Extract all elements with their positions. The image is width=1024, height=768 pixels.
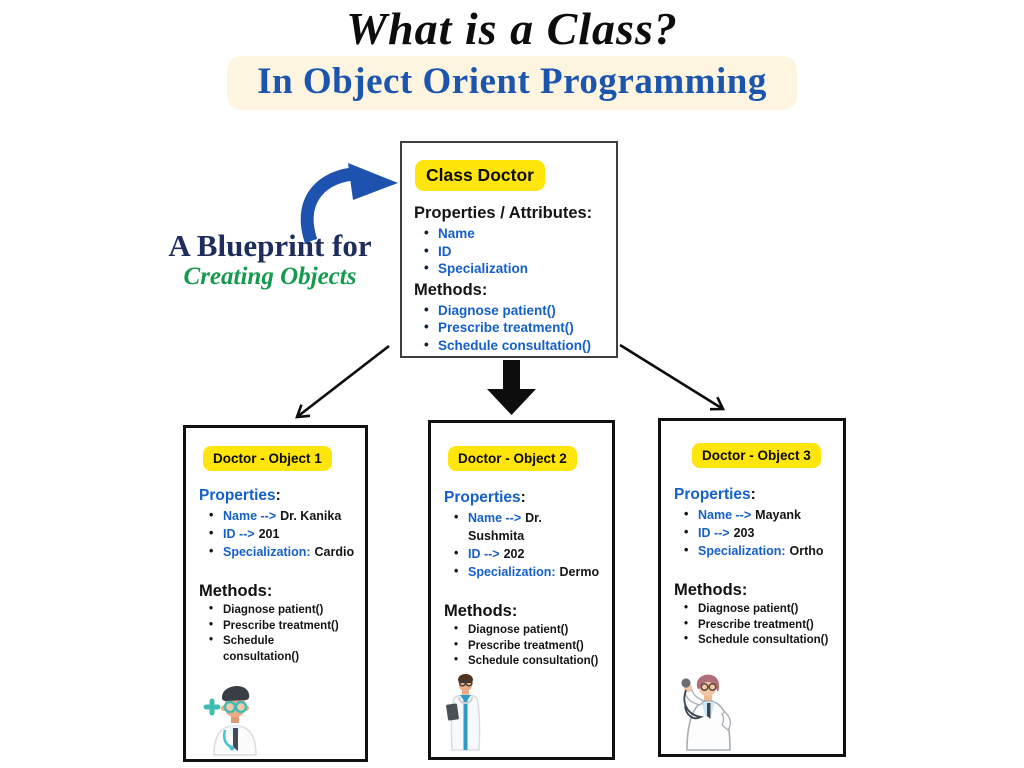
object-2-methods-heading: Methods:	[444, 602, 518, 620]
doctor-1-avatar-icon	[202, 679, 260, 757]
object-3-properties-list	[674, 506, 830, 560]
class-methods-list	[414, 302, 604, 355]
object-box-2	[428, 420, 615, 760]
object-3-badge: Doctor - Object 3	[692, 443, 821, 468]
doctor-3-avatar-icon	[673, 670, 739, 752]
object-2-badge: Doctor - Object 2	[448, 446, 577, 471]
method-item: • Prescribe treatment()	[674, 618, 830, 634]
method-item: • Diagnose patient()	[199, 603, 352, 619]
blueprint-annotation	[138, 230, 402, 290]
class-properties-heading: Properties / Attributes:	[414, 204, 593, 222]
object-2-properties-heading: Properties:	[444, 489, 526, 506]
class-properties-list	[414, 225, 604, 278]
object-box-3	[658, 418, 846, 757]
class-method-item: • Diagnose patient()	[414, 302, 604, 320]
blueprint-line1: A Blueprint for	[168, 228, 372, 263]
property-item: • Name --> Dr. Sushmita	[444, 509, 599, 545]
blueprint-line2: Creating Objects	[183, 262, 357, 290]
class-property-item: • Specialization	[414, 260, 604, 278]
object-2-methods-list	[444, 623, 599, 670]
object-3-methods-heading: Methods:	[674, 581, 748, 599]
class-property-item: • Name	[414, 225, 604, 243]
method-item: • Prescribe treatment()	[199, 619, 352, 635]
property-item: • Specialization: Cardio	[199, 543, 352, 561]
object-1-badge: Doctor - Object 1	[203, 446, 332, 471]
class-property-item: • ID	[414, 243, 604, 261]
arrow-to-object-1	[297, 346, 389, 417]
property-item: • Name --> Mayank	[674, 506, 830, 524]
property-item: • Specialization: Dermo	[444, 563, 599, 581]
method-item: • Schedule consultation()	[199, 634, 352, 665]
object-1-methods-heading: Methods:	[199, 582, 273, 600]
object-3-properties-heading: Properties:	[674, 486, 756, 503]
page-title: What is a Class?	[346, 3, 678, 54]
object-1-properties-heading: Properties:	[199, 487, 281, 504]
subtitle-banner	[227, 56, 797, 110]
class-box	[400, 141, 618, 358]
property-item: • ID --> 201	[199, 525, 352, 543]
object-1-methods-list	[199, 603, 352, 665]
method-item: • Schedule consultation()	[444, 654, 599, 670]
object-2-properties-list	[444, 509, 599, 581]
method-item: • Diagnose patient()	[444, 623, 599, 639]
method-item: • Diagnose patient()	[674, 602, 830, 618]
property-item: • ID --> 203	[674, 524, 830, 542]
object-box-1	[183, 425, 368, 762]
arrow-to-object-3	[620, 345, 723, 409]
doctor-2-avatar-icon	[445, 671, 487, 753]
property-item: • ID --> 202	[444, 545, 599, 563]
arrow-to-object-2	[487, 360, 536, 415]
property-item: • Name --> Dr. Kanika	[199, 507, 352, 525]
property-item: • Specialization: Ortho	[674, 542, 830, 560]
subtitle-text: In Object Orient Programming	[257, 61, 767, 102]
class-name-badge: Class Doctor	[415, 160, 545, 191]
class-methods-heading: Methods:	[414, 280, 488, 299]
class-method-item: • Schedule consultation()	[414, 337, 604, 355]
object-1-properties-list	[199, 507, 355, 561]
method-item: • Schedule consultation()	[674, 633, 830, 649]
method-item: • Prescribe treatment()	[444, 639, 599, 655]
object-3-methods-list	[674, 602, 830, 649]
class-method-item: • Prescribe treatment()	[414, 319, 604, 337]
